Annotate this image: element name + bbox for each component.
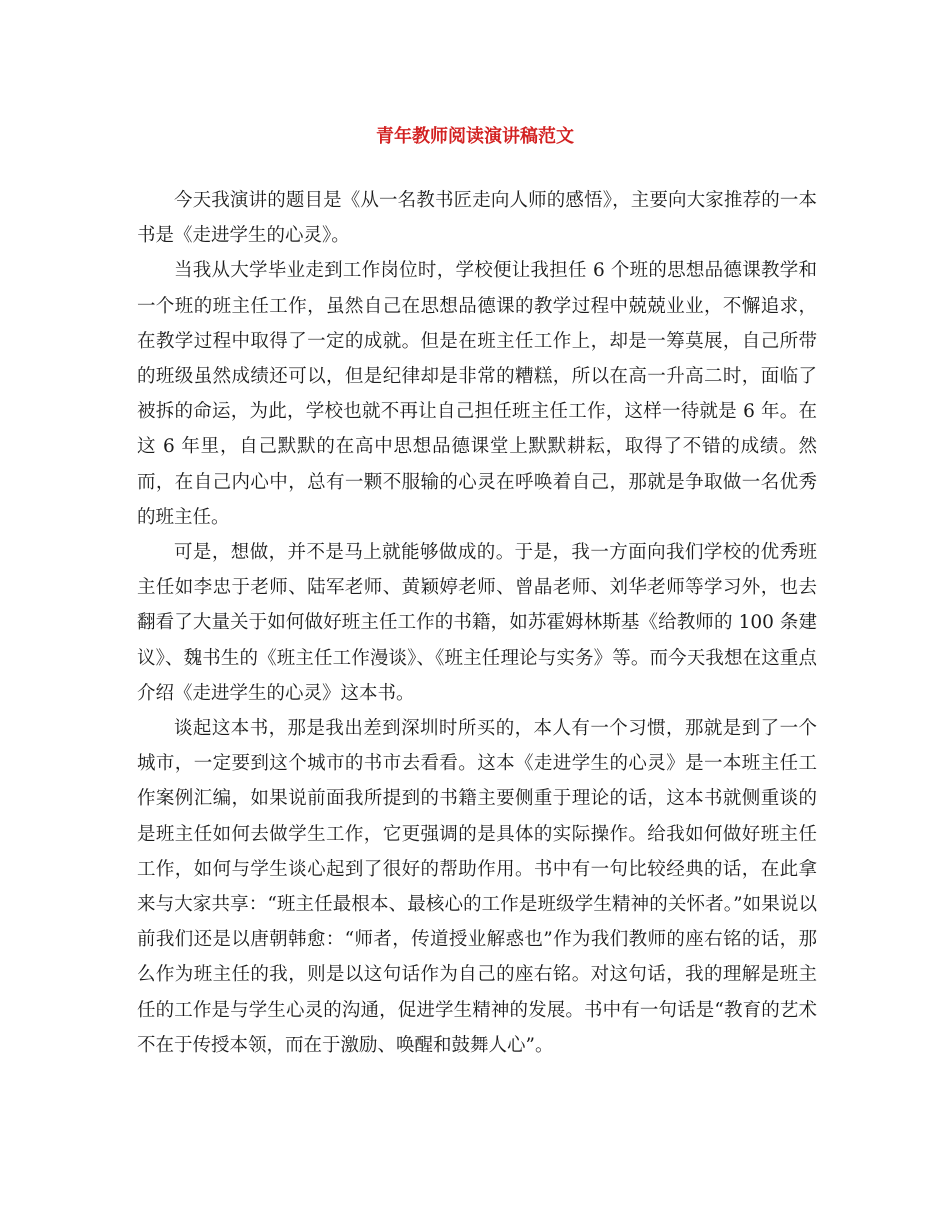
document-title: 青年教师阅读演讲稿范文	[376, 126, 574, 147]
document-body	[137, 183, 817, 1063]
paragraph-1: 今天我演讲的题目是《从一名教书匠走向人师的感悟》，主要向大家推荐的一本书是《走进学生的心灵》。	[137, 190, 817, 247]
paragraph-4: 谈起这本书，那是我出差到深圳时所买的，本人有一个习惯，那就是到了一个城市，一定要到这个城市的书市去看看。这本《走进学生的心灵》是一本班主任工作案例汇编，如果说前面我所提到的书籍主要侧重于理论的话，这本书就侧重谈的是班主任如何去做学生工作，它更强调的是具体的实际操作。给我如何做好班主任工作，如何与学生谈心起到了很好的帮助作用。书中有一句比较经典的话，在此拿来与大家共享：“班主任最根本、最核心的工作是班级学生精神的关怀者。”如果说以前我们还是以唐朝韩愈：“师者，传道授业解惑也”作为我们教师的座右铭的话，那么作为班主任的我，则是以这句话作为自己的座右铭。对这句话，我的理解是班主任的工作是与学生心灵的沟通，促进学生精神的发展。书中有一句话是“教育的艺术不在于传授本领，而在于激励、唤醒和鼓舞人心”。	[137, 718, 817, 1056]
paragraph-3: 可是，想做，并不是马上就能够做成的。于是，我一方面向我们学校的优秀班主任如李忠于老师、陆军老师、黄颖婷老师、曾晶老师、刘华老师等学习外，也去翻看了大量关于如何做好班主任工作的书籍，如苏霍姆林斯基《给教师的 100 条建议》、魏书生的《班主任工作漫谈》、《班主任理论与实务》等。而今天我想在这重点介绍《走进学生的心灵》这本书。	[137, 542, 817, 704]
paragraph-2: 当我从大学毕业走到工作岗位时，学校便让我担任 6 个班的思想品德课教学和一个班的班主任工作，虽然自己在思想品德课的教学过程中兢兢业业，不懈追求，在教学过程中取得了一定的成就。但是在班主任工作上，却是一筹莫展，自己所带的班级虽然成绩还可以，但是纪律却是非常的糟糕，所以在高一升高二时，面临了被拆的命运，为此，学校也就不再让自己担任班主任工作，这样一待就是 6 年。在这 6 年里，自己默默的在高中思想品德课堂上默默耕耘，取得了不错的成绩。然而，在自己内心中，总有一颗不服输的心灵在呼唤着自己，那就是争取做一名优秀的班主任。	[137, 260, 817, 528]
